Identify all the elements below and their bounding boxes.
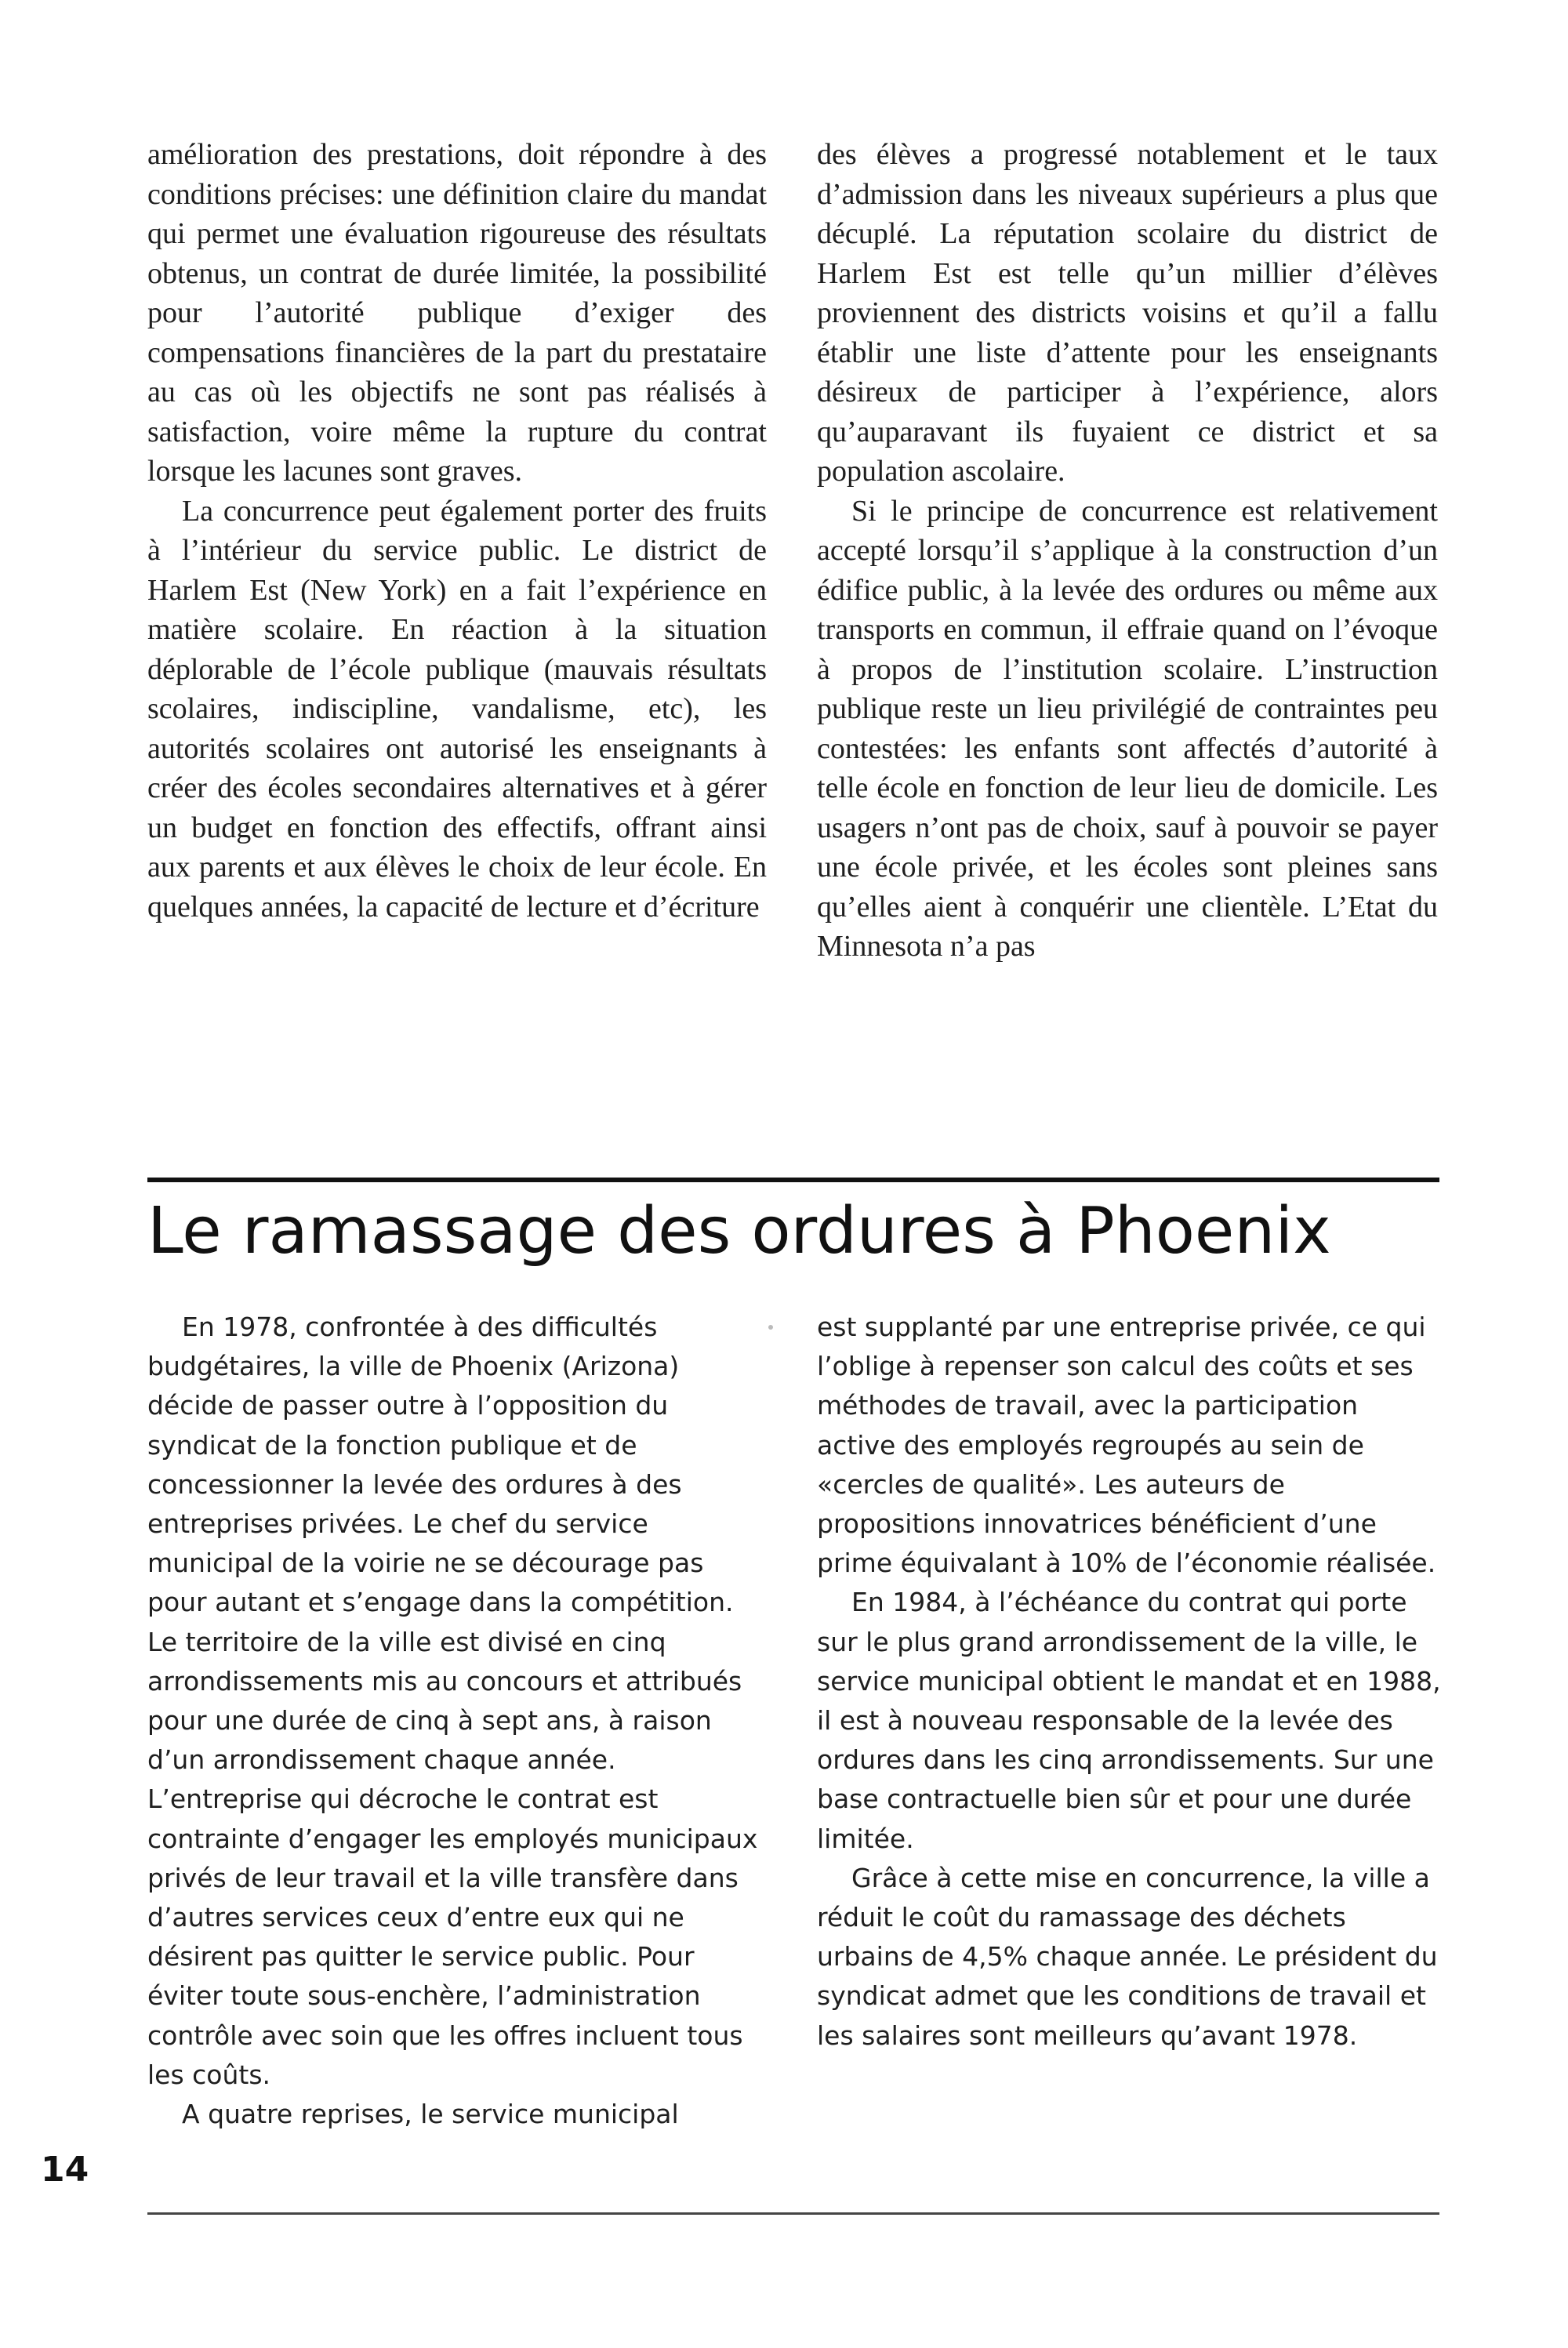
box-article-right-column [817, 1308, 1444, 2056]
box-article-left-column [147, 1308, 767, 2134]
bottom-rule [147, 2212, 1439, 2215]
paragraph: La concurrence peut également porter des fruits à l’intérieur du service public. Le district de Harlem Est (New York) en a fait l’expérience en matière scolaire. En réaction à la situation déplorable de l’école publique (mauvais résultats scolaires, indiscipline, vandalisme, etc), les autorités scolaires ont autorisé les enseignants à créer des écoles secondaires alternatives et à gérer un budget en fonction des effectifs, offrant ainsi aux parents et aux élèves le choix de leur école. En quelques années, la capacité de lecture et d’écriture [147, 494, 767, 924]
box-headline: Le ramassage des ordures à Phoenix [147, 1194, 1331, 1268]
decorative-dot [768, 1325, 773, 1330]
paragraph: A quatre reprises, le service municipal [182, 2099, 679, 2130]
page-number: 14 [41, 2150, 89, 2190]
paragraph: est supplanté par une entreprise privée, ce qui l’oblige à repenser son calcul des coûts et ses méthodes de travail, avec la participation active des employés regroupés au sein de «cercles de qualité». Les auteurs de propositions innovatrices bénéficient d’une prime équivalant à 10% de l’économie réalisée. [817, 1312, 1436, 1579]
upper-article-right-column [817, 135, 1438, 967]
upper-article-left-column [147, 135, 767, 927]
headline-top-rule [147, 1178, 1439, 1182]
paragraph: des élèves a progressé notablement et le taux d’admission dans les niveaux supérieurs a plus que décuplé. La réputation scolaire du district de Harlem Est est telle qu’un millier d’élèves proviennent des districts voisins et qu’il a fallu établir une liste d’attente pour les enseignants désireux de participer à l’expérience, alors qu’auparavant ils fuyaient ce district et sa population ascolaire. [817, 138, 1438, 488]
paragraph: Si le principe de concurrence est relativement accepté lorsqu’il s’applique à la construction d’un édifice public, à la levée des ordures ou même aux transports en commun, il effraie quand on l’évoque à propos de l’institution scolaire. L’instruction publique reste un lieu privilégié de contraintes peu contestées: les enfants sont affectés d’autorité à telle école en fonction de leur lieu de domicile. Les usagers n’ont pas de choix, sauf à pouvoir se payer une école privée, et les écoles sont pleines sans qu’elles aient à conquérir une clientèle. L’Etat du Minnesota n’a pas [817, 494, 1438, 963]
paragraph: Grâce à cette mise en concurrence, la ville a réduit le coût du ramassage des déchets urbains de 4,5% chaque année. Le président du syndicat admet que les conditions de travail et les salaires sont meilleurs qu’avant 1978. [817, 1862, 1438, 2051]
paragraph: En 1978, confrontée à des difficultés budgétaires, la ville de Phoenix (Arizona) décide de passer outre à l’opposition du syndicat de la fonction publique et de concessionner la levée des ordures à des entreprises privées. Le chef du service municipal de la voirie ne se décourage pas pour autant et s’engage dans la compétition. Le territoire de la ville est divisé en cinq arrondissements mis au concours et attribués pour une durée de cinq à sept ans, à raison d’un arrondissement chaque année. L’entreprise qui décroche le contrat est contrainte d’engager les employés municipaux privés de leur travail et la ville transfère dans d’autres services ceux d’entre eux qui ne désirent pas quitter le service public. Pour éviter toute sous-enchère, l’administration contrôle avec soin que les offres incluent tous les coûts. [147, 1312, 758, 2090]
paragraph: En 1984, à l’échéance du contrat qui porte sur le plus grand arrondissement de la ville, le service municipal obtient le mandat et en 1988, il est à nouveau responsable de la levée des ordures dans les cinq arrondissements. Sur une base contractuelle bien sûr et pour une durée limitée. [817, 1587, 1441, 1854]
paragraph: amélioration des prestations, doit répondre à des conditions précises: une définition claire du mandat qui permet une évaluation rigoureuse des résultats obtenus, un contrat de durée limitée, la possibilité pour l’autorité publique d’exiger des compensations financières de la part du prestataire au cas où les objectifs ne sont pas réalisés à satisfaction, voire même la rupture du contrat lorsque les lacunes sont graves. [147, 138, 767, 488]
